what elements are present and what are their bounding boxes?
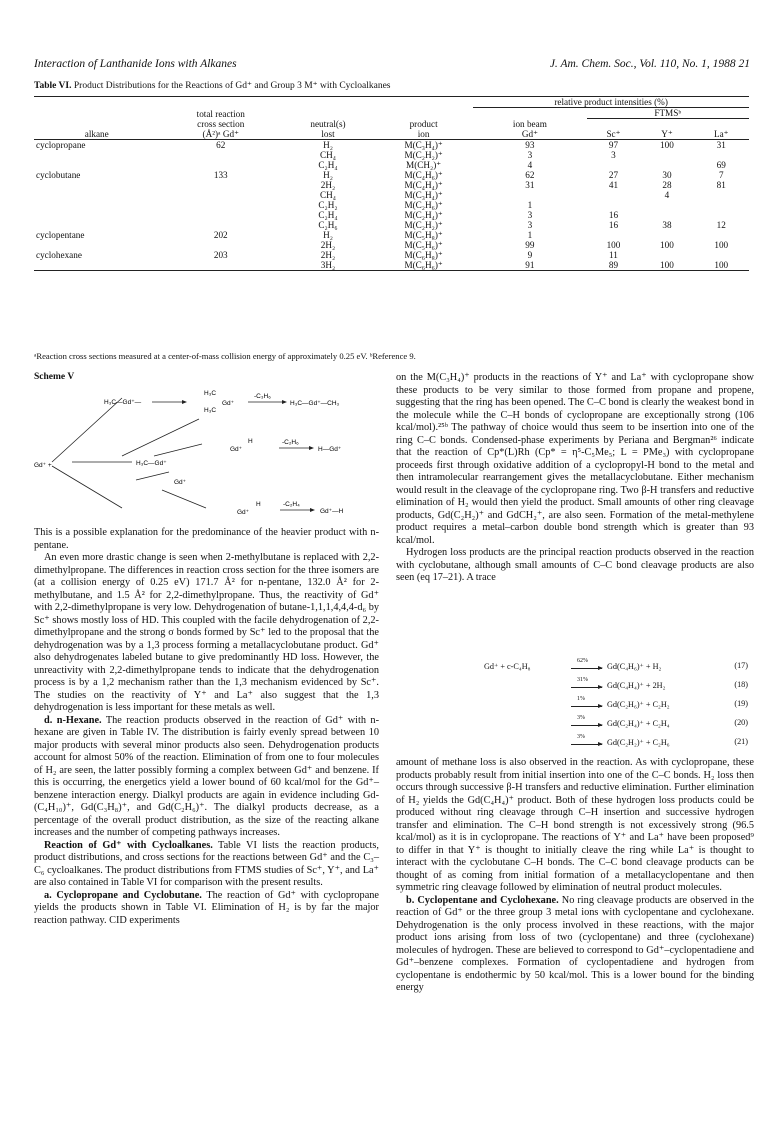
- equation-number: (17): [734, 661, 748, 670]
- cell-sc: 16: [608, 219, 619, 230]
- cell-la: 100: [714, 239, 729, 250]
- equations-block: [396, 658, 754, 756]
- cell-neutral: 2H₂: [320, 179, 336, 190]
- table-row: [34, 160, 749, 170]
- table-footnote: ᵃReaction cross sections measured at a center-of-mass collision energy of approximately 0.25 eV. ᵇReference 9.: [34, 351, 416, 361]
- table-row: [34, 200, 749, 210]
- cell-neutral: 3H₂: [320, 259, 336, 270]
- scheme-r2: H₃C—Gd⁺: [136, 460, 167, 467]
- equation-number: (19): [734, 699, 748, 708]
- cell-neutral: H₂: [323, 229, 333, 240]
- cell-cross: 203: [213, 249, 228, 260]
- cell-cross: 202: [213, 229, 228, 240]
- left-p5: [34, 890, 379, 928]
- right-p1: on the M(C₃H₄)⁺ products in the reactions of Y⁺ and La⁺ with cyclopropane show these products to be very similar to those formed from propane and propene, suggesting that the ring has been opened. The C–C bond is clearly the weakest bond in the molecule while the C–H bonds of cyclopropane are exceptionally strong (106 kcal/mol).²⁵ᵇ The pathway of choice would thus seem to be insertion into one of the ring C–C bonds. Condensed-phase experiments by Periana and Bergman²⁶ indicate that the reaction of Cp*(L)Rh (Cp* = η⁵-C₅Me₅; L = PMe₃) with cyclopropane proceeds first through oxidative addition of a cyclopropyl-H bond to the metal and then intramolecular rearrangement gives the metallacyclobutane. Either mechanism would result in the cleavage of the cyclopropane ring. Two β-H transfers and reductive elimination of H₂ would then yield the product. Small amounts of other ring cleavage products, Gd(C₂H₂)⁺ and GdCH₂⁺, are also seen. Formation of the metal-methylene product requires a metal–carbon double bond strength which is greater than 93 kcal/mol.: [396, 372, 754, 546]
- cell-sc: 100: [606, 239, 621, 250]
- cell-alkane: cyclohexane: [36, 249, 82, 260]
- equation-percent: 31%: [577, 677, 588, 683]
- left-p2: An even more drastic change is seen when 2-methylbutane is replaced with 2,2-dimethylpropane. The differences in reaction cross section for the three isomers are (at a collision energy of 0.25 eV) 171.7 Å² for n-pentane, 132.0 Å² for 2-methylbutane, and 1.5 Å² for 2,2-dimethylpropane. Thus, the reactivity of Gd⁺ with 2,2-dimethylpropane is very low. Dehydrogenation of butane-1,1,1,4,4,4-d₆ by Sc⁺ shows mostly loss of HD. This coupled with the facile dehydrogenation of 2,2-dimethylpropane and the strong σ bonds formed by Sc⁺ led to the proposal that the dehydrogenation was by a 1,3 process forming a metallacyclobutane product. Gd⁺ also dehydrogenates labeled butane to give predominantly HD loss. However, the unreactivity with 2,2-dimethylpropane tends to indicate that the dehydrogenation process is by a 1,2 mechanism rather than the 1,3 mechanism evidenced by Sc⁺. The studies on the reactivity of Y⁺ and La⁺ also suggest that the 1,3 dehydrogenation is less important for these metals as well.: [34, 552, 379, 713]
- cell-product: M(C₅H₈)⁺: [404, 229, 443, 240]
- left-p5-head: a. Cyclopropane and Cyclobutane.: [44, 889, 202, 901]
- cell-cross: [160, 220, 283, 230]
- equation: [396, 696, 754, 718]
- cell-neutral: C₂H₄: [318, 159, 338, 170]
- col-product-1: product: [409, 118, 438, 129]
- cell-gd: 3: [527, 149, 533, 160]
- cell-y: 100: [660, 259, 674, 270]
- left-column: [34, 527, 379, 927]
- right-p2: Hydrogen loss products are the principal reaction products observed in the reaction with cyclobutane, although small amounts of C–C bond cleavage products are also seen (eq 17–21). A trace: [396, 547, 754, 583]
- cell-neutral: CH₄: [320, 189, 336, 200]
- cell-cross: [160, 160, 283, 170]
- left-p4-body: Table VI lists the reaction products, product distributions, and cross sections for the reactions between Gd⁺ and the C₃–C₆ cycloalkanes. The product distributions from FTMS studies of Sc⁺, Y⁺, and La⁺ are also contained in Table VI for comparison with the present results.: [34, 839, 379, 888]
- cell-alkane: [34, 220, 160, 230]
- col-cross-3: (Å²)ᵃ Gd⁺: [202, 128, 239, 139]
- cell-cross: [160, 180, 283, 190]
- cell-product: M(C₆H₈)⁺: [404, 249, 443, 260]
- reaction-arrow: [571, 668, 602, 669]
- equation-rhs: Gd(C₄H₄)⁺ + 2H₂: [607, 681, 666, 690]
- cell-alkane: [34, 210, 160, 220]
- right-p4: [396, 895, 754, 995]
- right-p3: amount of methane loss is also observed in the reaction. As with cyclopropane, these products probably result from initial insertion into one of the C–C bonds. H₂ loss then occurs through successive β-H transfers and reductive elimination. Further elimination of H₂ yields the Gd(C₄H₄)⁺ product. Both of these hydrogen loss products could be produced without ring cleavage through C–H insertion and successive hydrogen transfer and elimination. The C–H bond strength is not excessively strong (96.5 kcal/mol) as it is in cyclopropane. The reactions of Y⁺ and La⁺ have been proposed⁹ to differ in that Y⁺ is thought to initially cleave the ring while La⁺ is thought to interact with the cyclobutane C–H bonds. The C–C bond cleavage products can be thought of as coming from initial formation of a metallacyclopentane and then symmetric ring cleavage followed by elimination of neutral product molecules.: [396, 757, 754, 893]
- cell-product: M(C₂H₂)⁺: [404, 219, 443, 230]
- cell-alkane: [34, 260, 160, 271]
- equation-lhs: Gd⁺ + c-C₄H₈: [484, 662, 531, 671]
- equation-rhs: Gd(C₂H₆)⁺ + C₂H₂: [607, 700, 670, 709]
- cell-cross: [160, 210, 283, 220]
- cell-y: [640, 160, 693, 170]
- cell-gd: 4: [527, 159, 533, 170]
- col-sc: Sc⁺: [606, 128, 621, 139]
- table-row: [34, 170, 749, 180]
- cell-alkane: [34, 200, 160, 210]
- cell-alkane: cyclopentane: [36, 229, 85, 240]
- col-alkane: alkane: [84, 128, 109, 139]
- left-p5-body: The reaction of Gd⁺ with cyclopropane yields the products shown in Table VI. Elimination of H₂ is by far the major reaction pathway. CID experiments: [34, 889, 379, 926]
- reaction-arrow: [571, 706, 602, 707]
- cell-y: [640, 200, 693, 210]
- table-row: [34, 230, 749, 240]
- cell-cross: 133: [213, 169, 228, 180]
- cell-y: [640, 250, 693, 260]
- cell-product: M(C₂H₄)⁺: [404, 209, 443, 220]
- scheme-r5-h: H: [256, 501, 261, 508]
- scheme-r1-left: H₃C—Gd⁺—: [104, 399, 142, 406]
- col-cross-1: total reaction: [196, 108, 245, 119]
- cell-gd: 1: [527, 229, 533, 240]
- left-p3-body: The reaction products observed in the reaction of Gd⁺ with n-hexane are given in Table IV. The distribution is fairly evenly spread between 10 major products with several minor products also seen. Dehydrogenation products account for almost 50% of the reaction. Elimination of from one to four molecules of H₂ are seen, the latter possibly forming a complex between Gd⁺ and benzene. If this is occurring, the energetics yield a lower bound of 60 kcal/mol for the Gd⁺–benzene interaction energy. Dialkyl products are again in evidence including Gd-(C₄H₁₀)⁺, Gd(C₃H₈)⁺, and Gd(C₂H₆)⁺. The dialkyl products decrease, as a percentage of the overall product distribution, as the size of the reacting alkane increases and the number of competing pathways increases.: [34, 714, 380, 838]
- scheme-gd-plus: Gd⁺ +: [34, 462, 52, 469]
- cell-y: [640, 210, 693, 220]
- cell-gd: 3: [527, 219, 533, 230]
- header-right: J. Am. Chem. Soc., Vol. 110, No. 1, 1988 21: [549, 58, 750, 70]
- equation: [396, 677, 754, 699]
- cell-product: M(C₄H₄)⁺: [404, 179, 443, 190]
- cell-gd: 1: [527, 199, 533, 210]
- cell-la: [693, 200, 749, 210]
- reaction-arrow: [571, 725, 602, 726]
- left-p3-head: d. n-Hexane.: [44, 714, 102, 726]
- cell-y: [640, 230, 693, 240]
- cell-product: M(C₄H₆)⁺: [404, 169, 443, 180]
- left-p4: [34, 840, 379, 890]
- cell-neutral: C₂H₂: [318, 199, 338, 210]
- cell-y: 30: [662, 169, 672, 180]
- cell-neutral: H₂: [323, 139, 333, 150]
- cell-sc: 89: [608, 259, 619, 270]
- running-header: [34, 58, 750, 70]
- reaction-arrow: [571, 687, 602, 688]
- cell-sc: 97: [608, 139, 619, 150]
- cell-y: [640, 150, 693, 160]
- col-y: Y⁺: [661, 128, 673, 139]
- scheme-title: Scheme V: [34, 372, 75, 382]
- cell-alkane: [34, 190, 160, 200]
- cell-neutral: 2H₂: [320, 249, 336, 260]
- table-caption: [34, 80, 391, 91]
- cell-la: 12: [716, 219, 726, 230]
- cell-sc: 16: [608, 209, 619, 220]
- cell-y: 28: [662, 179, 672, 190]
- cell-product: M(C₂H₆)⁺: [404, 199, 443, 210]
- table-row: [34, 210, 749, 220]
- cell-la: [693, 190, 749, 200]
- col-la: La⁺: [713, 128, 729, 139]
- equation: [396, 734, 754, 756]
- cell-y: 100: [660, 239, 674, 250]
- cell-la: 100: [714, 259, 729, 270]
- cell-product: M(CH₂)⁺: [406, 159, 442, 170]
- cell-gd: 9: [527, 249, 533, 260]
- cell-gd: 31: [525, 179, 535, 190]
- right-p4-head: b. Cyclopentane and Cyclohexane.: [406, 894, 559, 906]
- col-cross-2: cross section: [197, 118, 245, 129]
- table-row: [34, 180, 749, 190]
- cell-cross: 62: [216, 139, 226, 150]
- cell-sc: [587, 200, 641, 210]
- equation-percent: 3%: [577, 734, 585, 740]
- cell-la: 7: [718, 169, 724, 180]
- cell-la: 31: [716, 139, 726, 150]
- cell-sc: [587, 160, 641, 170]
- right-column-top: [396, 372, 754, 585]
- cell-y: 4: [664, 189, 670, 200]
- cell-cross: [160, 260, 283, 271]
- table-row: [34, 260, 749, 271]
- scheme-r1-product: H₃C—Gd⁺—CH₃: [290, 400, 340, 407]
- cell-gd: [473, 190, 586, 200]
- scheme-diagram: [34, 384, 379, 524]
- cell-product: M(C₃H₄)⁺: [404, 139, 443, 150]
- header-left: Interaction of Lanthanide Ions with Alkanes: [34, 58, 237, 70]
- scheme-r1-mid: H₃C: [204, 390, 217, 397]
- equation-number: (20): [734, 718, 748, 727]
- cell-la: 69: [716, 159, 726, 170]
- reaction-arrow: [571, 744, 602, 745]
- cell-alkane: [34, 180, 160, 190]
- cell-la: [693, 150, 749, 160]
- left-p3: [34, 715, 379, 840]
- scheme-r3-loss: -C₂H₆: [282, 439, 299, 446]
- cell-cross: [160, 150, 283, 160]
- cell-gd: 62: [525, 169, 535, 180]
- cell-gd: 99: [525, 239, 535, 250]
- equation-number: (21): [734, 737, 748, 746]
- table-row: [34, 250, 749, 260]
- cell-gd: 3: [527, 209, 533, 220]
- left-p1: This is a possible explanation for the predominance of the heavier product with n-pentane.: [34, 527, 379, 551]
- cell-product: M(C₅H₆)⁺: [404, 239, 443, 250]
- cell-la: 81: [716, 179, 726, 190]
- cell-alkane: cyclopropane: [36, 139, 86, 150]
- cell-sc: 41: [608, 179, 619, 190]
- left-p4-head: Reaction of Gd⁺ with Cycloalkanes.: [44, 839, 213, 851]
- cell-alkane: [34, 240, 160, 250]
- cell-neutral: CH₄: [320, 149, 336, 160]
- cell-alkane: cyclobutane: [36, 169, 81, 180]
- scheme-r1-mid3: H₃C: [204, 407, 217, 414]
- cell-la: [693, 230, 749, 240]
- cell-neutral: 2H₂: [320, 239, 336, 250]
- group-header: relative product intensities (%): [473, 97, 749, 108]
- cell-alkane: [34, 150, 160, 160]
- cell-gd: 93: [525, 139, 535, 150]
- scheme-r4: Gd⁺: [174, 479, 187, 486]
- cell-product: M(C₆H₆)⁺: [404, 259, 443, 270]
- right-column-bottom: [396, 757, 754, 995]
- table-row: [34, 190, 749, 200]
- cell-y: 38: [662, 219, 672, 230]
- equation: [396, 715, 754, 737]
- equation-percent: 62%: [577, 658, 588, 664]
- equation-rhs: Gd(C₂H₄)⁺ + C₂H₄: [607, 719, 670, 728]
- col-neutral-2: lost: [321, 128, 335, 139]
- cell-cross: [160, 200, 283, 210]
- cell-neutral: C₂H₄: [318, 209, 338, 220]
- right-p4-body: No ring cleavage products are observed in the reaction of Gd⁺ or the three group 3 metal ions with cyclopentane and cyclohexane. Dehydrogenation is the only process involved in these reactions, with the major product ions arising from loss of two (cyclopentane) and three (cyclohexane) molecules of hydrogen. These are believed to correspond to Gd⁺–cyclopentadiene and Gd⁺–benzene complexes. Formation of cyclopentadiene and hydrogen from cyclopentane is endothermic by 50 kcal/mol. This is a lower bound for the binding energy: [396, 894, 754, 993]
- cell-alkane: [34, 160, 160, 170]
- table-body: [34, 139, 749, 270]
- table-label: Table VI.: [34, 81, 72, 91]
- cell-sc: 3: [611, 149, 616, 160]
- cell-cross: [160, 240, 283, 250]
- cell-product: M(C₂H₂)⁺: [404, 149, 443, 160]
- scheme-r3-product: H—Gd⁺: [318, 446, 342, 453]
- col-product-2: ion: [417, 128, 430, 139]
- cell-cross: [160, 190, 283, 200]
- table-caption-text: Product Distributions for the Reactions of Gd⁺ and Group 3 M⁺ with Cycloalkanes: [73, 81, 391, 91]
- table-row: [34, 220, 749, 230]
- equation-rhs: Gd(C₄H₆)⁺ + H₂: [607, 662, 662, 671]
- scheme-r1-loss: -C₃H₆: [254, 393, 271, 400]
- cell-sc: 27: [608, 169, 619, 180]
- equation-percent: 3%: [577, 715, 585, 721]
- cell-sc: [587, 190, 641, 200]
- scheme-r3-h: H: [248, 438, 253, 445]
- scheme-r5-loss: -C₂H₄: [283, 501, 300, 508]
- cell-la: [693, 250, 749, 260]
- col-neutral-1: neutral(s): [310, 118, 346, 129]
- equation: [396, 658, 754, 680]
- cell-neutral: H₂: [323, 169, 333, 180]
- cell-la: [693, 210, 749, 220]
- col-beam-1: ion beam: [512, 118, 547, 129]
- scheme-r1-mid2: Gd⁺: [222, 400, 235, 407]
- fticr-header: FTMSᵇ: [587, 108, 749, 119]
- scheme-r5-mid: Gd⁺: [237, 509, 250, 516]
- equation-number: (18): [734, 680, 748, 689]
- equation-percent: 1%: [577, 696, 585, 702]
- col-beam-2: Gd⁺: [521, 128, 538, 139]
- cell-sc: 11: [609, 249, 618, 260]
- product-distribution-table: [34, 96, 749, 271]
- cell-gd: 91: [525, 259, 535, 270]
- cell-sc: [587, 230, 641, 240]
- table-row: [34, 139, 749, 150]
- cell-neutral: C₂H₆: [318, 219, 338, 230]
- scheme-r5-product: Gd⁺—H: [320, 508, 344, 515]
- table-row: [34, 150, 749, 160]
- cell-y: 100: [660, 139, 674, 150]
- cell-product: M(C₃H₄)⁺: [404, 189, 443, 200]
- table-row: [34, 240, 749, 250]
- equation-rhs: Gd(C₂H₂)⁺ + C₂H₆: [607, 738, 670, 747]
- scheme-r3-mid: Gd⁺: [230, 446, 243, 453]
